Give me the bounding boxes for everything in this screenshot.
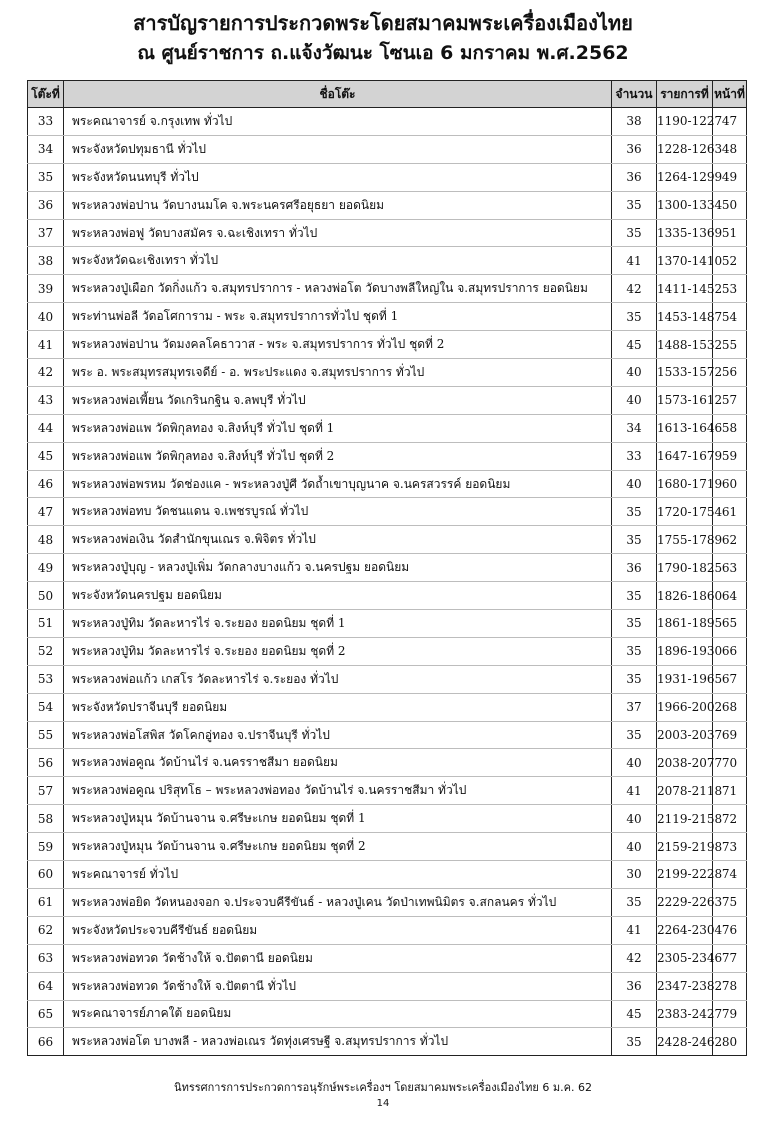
cell-table-name: พระหลวงพ่อเพี้ยน วัดเกรินกฐิน จ.ลพบุรี ทั่วไป [64,386,612,414]
cell-item-range: 1931-1965 [657,665,713,693]
table-row [28,219,747,247]
cell-page: 62 [713,526,747,554]
cell-item-range: 2038-2077 [657,749,713,777]
cell-count: 35 [612,219,657,247]
table-row [28,944,747,972]
cell-page: 64 [713,582,747,610]
cell-page: 69 [713,721,747,749]
footer-text: นิทรรศการการประกวดการอนุรักษ์พระเครื่องฯ โดยสมาคมพระเครื่องเมืองไทย 6 ม.ค. 62 [174,1081,592,1094]
cell-page: 59 [713,442,747,470]
cell-page: 70 [713,749,747,777]
cell-item-range: 1411-1452 [657,275,713,303]
cell-table-name: พระหลวงพ่อปาน วัดมงคลโคธาวาส - พระ จ.สมุทรปราการ ทั่วไป ชุดที่ 2 [64,331,612,359]
column-header-item-range: รายการที่ [657,81,713,108]
column-header-page: หน้าที่ [713,81,747,108]
cell-count: 36 [612,972,657,1000]
cell-item-range: 1453-1487 [657,303,713,331]
cell-table-name: พระท่านพ่อลี วัดอโศการาม - พระ จ.สมุทรปราการทั่วไป ชุดที่ 1 [64,303,612,331]
cell-item-range: 2264-2304 [657,916,713,944]
table-row [28,972,747,1000]
table-row [28,693,747,721]
cell-table-name: พระหลวงพ่อโต บางพลี - หลวงพ่อเณร วัดทุ่งเศรษฐี จ.สมุทรปราการ ทั่วไป [64,1028,612,1056]
table-row [28,135,747,163]
cell-item-range: 1680-1719 [657,470,713,498]
cell-table-no: 36 [28,191,64,219]
cell-table-name: พระคณาจารย์ภาคใต้ ยอดนิยม [64,1000,612,1028]
cell-table-name: พระหลวงพ่อทวด วัดช้างให้ จ.ปัตตานี ยอดนิยม [64,944,612,972]
cell-table-no: 45 [28,442,64,470]
cell-page: 55 [713,331,747,359]
cell-table-name: พระหลวงพ่อโสพิส วัดโคกอู่ทอง จ.ปราจีนบุรี ทั่วไป [64,721,612,749]
cell-item-range: 1573-1612 [657,386,713,414]
cell-table-no: 65 [28,1000,64,1028]
cell-table-name: พระคณาจารย์ จ.กรุงเทพ ทั่วไป [64,108,612,136]
cell-item-range: 2119-2158 [657,805,713,833]
cell-table-no: 59 [28,833,64,861]
contents-table [27,80,747,1056]
cell-page: 54 [713,303,747,331]
cell-count: 45 [612,331,657,359]
table-row [28,833,747,861]
table-row [28,582,747,610]
cell-table-no: 66 [28,1028,64,1056]
cell-item-range: 1826-1860 [657,582,713,610]
cell-count: 35 [612,610,657,638]
cell-count: 40 [612,470,657,498]
cell-page: 66 [713,637,747,665]
table-row [28,163,747,191]
cell-page: 68 [713,693,747,721]
table-row [28,805,747,833]
cell-table-name: พระจังหวัดประจวบคีรีขันธ์ ยอดนิยม [64,916,612,944]
column-header-table-no: โต๊ะที่ [28,81,64,108]
table-row [28,386,747,414]
cell-page: 49 [713,163,747,191]
cell-table-name: พระคณาจารย์ ทั่วไป [64,861,612,889]
cell-count: 40 [612,833,657,861]
cell-item-range: 2199-2228 [657,861,713,889]
cell-page: 53 [713,275,747,303]
cell-count: 35 [612,665,657,693]
cell-table-no: 62 [28,916,64,944]
cell-page: 56 [713,359,747,387]
cell-item-range: 1335-1369 [657,219,713,247]
cell-item-range: 1300-1334 [657,191,713,219]
cell-item-range: 1370-1410 [657,247,713,275]
cell-table-no: 58 [28,805,64,833]
cell-table-name: พระหลวงพ่อยิด วัดหนองจอก จ.ประจวบคีรีขันธ์ - หลวงปู่เคน วัดป่าเทพนิมิตร จ.สกลนคร ทั่วไป [64,888,612,916]
cell-table-no: 44 [28,414,64,442]
cell-count: 35 [612,191,657,219]
table-row [28,1000,747,1028]
cell-item-range: 1533-1572 [657,359,713,387]
cell-table-no: 40 [28,303,64,331]
cell-count: 35 [612,721,657,749]
cell-table-no: 42 [28,359,64,387]
cell-item-range: 1190-1227 [657,108,713,136]
cell-item-range: 1790-1825 [657,554,713,582]
cell-count: 35 [612,498,657,526]
cell-table-name: พระหลวงพ่อแพ วัดพิกุลทอง จ.สิงห์บุรี ทั่วไป ชุดที่ 2 [64,442,612,470]
cell-item-range: 2305-2346 [657,944,713,972]
cell-table-name: พระหลวงพ่อพรหม วัดช่องแค - พระหลวงปู่ศี วัดถ้ำเขาบุญนาค จ.นครสวรรค์ ยอดนิยม [64,470,612,498]
cell-table-name: พระหลวงพ่อแก้ว เกสโร วัดละหารไร่ จ.ระยอง ทั่วไป [64,665,612,693]
cell-page: 75 [713,888,747,916]
table-row [28,359,747,387]
cell-table-name: พระจังหวัดนนทบุรี ทั่วไป [64,163,612,191]
cell-item-range: 1755-1789 [657,526,713,554]
cell-page: 80 [713,1028,747,1056]
cell-count: 40 [612,359,657,387]
cell-page: 48 [713,135,747,163]
cell-page: 50 [713,191,747,219]
cell-page: 73 [713,833,747,861]
cell-item-range: 2078-2118 [657,777,713,805]
cell-count: 42 [612,275,657,303]
cell-count: 33 [612,442,657,470]
cell-table-name: พระหลวงพ่อทวด วัดช้างให้ จ.ปัตตานี ทั่วไป [64,972,612,1000]
cell-count: 37 [612,693,657,721]
cell-page: 65 [713,610,747,638]
table-row [28,442,747,470]
cell-count: 41 [612,916,657,944]
cell-count: 41 [612,247,657,275]
cell-count: 35 [612,526,657,554]
table-row [28,275,747,303]
cell-table-no: 53 [28,665,64,693]
cell-table-no: 54 [28,693,64,721]
cell-table-name: พระหลวงพ่อทบ วัดชนแดน จ.เพชรบูรณ์ ทั่วไป [64,498,612,526]
table-row [28,1028,747,1056]
cell-table-name: พระหลวงพ่อแพ วัดพิกุลทอง จ.สิงห์บุรี ทั่วไป ชุดที่ 1 [64,414,612,442]
table-row [28,888,747,916]
table-row [28,108,747,136]
cell-page: 60 [713,470,747,498]
cell-count: 36 [612,163,657,191]
cell-table-no: 43 [28,386,64,414]
cell-table-name: พระจังหวัดปราจีนบุรี ยอดนิยม [64,693,612,721]
table-row [28,247,747,275]
cell-count: 35 [612,888,657,916]
cell-page: 47 [713,108,747,136]
cell-page: 71 [713,777,747,805]
cell-table-no: 55 [28,721,64,749]
cell-table-no: 34 [28,135,64,163]
cell-table-no: 61 [28,888,64,916]
cell-count: 42 [612,944,657,972]
cell-table-name: พระหลวงพ่อคูณ ปริสุทโธ – พระหลวงพ่อทอง วัดบ้านไร่ จ.นครราชสีมา ทั่วไป [64,777,612,805]
cell-count: 35 [612,1028,657,1056]
table-row [28,610,747,638]
cell-count: 40 [612,749,657,777]
cell-table-no: 39 [28,275,64,303]
cell-item-range: 1228-1263 [657,135,713,163]
cell-table-no: 48 [28,526,64,554]
cell-page: 51 [713,219,747,247]
table-row [28,554,747,582]
cell-table-no: 52 [28,637,64,665]
table-row [28,665,747,693]
table-row [28,749,747,777]
cell-table-no: 50 [28,582,64,610]
cell-item-range: 2428-2462 [657,1028,713,1056]
cell-table-name: พระหลวงปู่ทิม วัดละหารไร่ จ.ระยอง ยอดนิยม ชุดที่ 1 [64,610,612,638]
cell-table-no: 41 [28,331,64,359]
cell-table-no: 37 [28,219,64,247]
cell-item-range: 1264-1299 [657,163,713,191]
table-row [28,721,747,749]
cell-table-no: 57 [28,777,64,805]
page-header [0,10,766,66]
cell-count: 45 [612,1000,657,1028]
cell-count: 41 [612,777,657,805]
table-row [28,331,747,359]
cell-page: 72 [713,805,747,833]
cell-table-name: พระจังหวัดนครปฐม ยอดนิยม [64,582,612,610]
cell-item-range: 2383-2427 [657,1000,713,1028]
cell-page: 78 [713,972,747,1000]
cell-table-name: พระจังหวัดปทุมธานี ทั่วไป [64,135,612,163]
cell-count: 40 [612,386,657,414]
cell-item-range: 1647-1679 [657,442,713,470]
cell-table-no: 64 [28,972,64,1000]
table-row [28,777,747,805]
cell-page: 58 [713,414,747,442]
cell-page: 61 [713,498,747,526]
cell-table-no: 38 [28,247,64,275]
cell-count: 36 [612,135,657,163]
cell-table-name: พระจังหวัดฉะเชิงเทรา ทั่วไป [64,247,612,275]
cell-table-no: 56 [28,749,64,777]
cell-item-range: 1861-1895 [657,610,713,638]
cell-count: 40 [612,805,657,833]
table-row [28,498,747,526]
cell-table-no: 33 [28,108,64,136]
cell-table-name: พระหลวงพ่อคูณ วัดบ้านไร่ จ.นครราชสีมา ยอดนิยม [64,749,612,777]
table-body [28,108,747,1056]
cell-count: 35 [612,303,657,331]
cell-count: 30 [612,861,657,889]
table-row [28,637,747,665]
cell-item-range: 2003-2037 [657,721,713,749]
cell-item-range: 1613-1646 [657,414,713,442]
table-row [28,191,747,219]
cell-page: 63 [713,554,747,582]
cell-page: 79 [713,1000,747,1028]
page-number: 14 [376,1098,390,1109]
cell-count: 34 [612,414,657,442]
cell-item-range: 2347-2382 [657,972,713,1000]
table-header-row [28,81,747,108]
cell-page: 52 [713,247,747,275]
cell-page: 74 [713,861,747,889]
cell-table-name: พระหลวงปู่บุญ - หลวงปู่เพิ่ม วัดกลางบางแก้ว จ.นครปฐม ยอดนิยม [64,554,612,582]
cell-item-range: 1720-1754 [657,498,713,526]
cell-table-no: 47 [28,498,64,526]
cell-count: 38 [612,108,657,136]
cell-item-range: 1896-1930 [657,637,713,665]
cell-page: 57 [713,386,747,414]
cell-item-range: 2159-2198 [657,833,713,861]
cell-table-no: 60 [28,861,64,889]
cell-table-name: พระหลวงปู่เผือก วัดกิ่งแก้ว จ.สมุทรปราการ - หลวงพ่อโต วัดบางพลีใหญ่ใน จ.สมุทรปราการ ยอดนิยม [64,275,612,303]
cell-table-name: พระหลวงพ่อฟู วัดบางสมัคร จ.ฉะเชิงเทรา ทั่วไป [64,219,612,247]
column-header-table-name: ชื่อโต๊ะ [64,81,612,108]
table-row [28,303,747,331]
page-title: สารบัญรายการประกวดพระโดยสมาคมพระเครื่องเมืองไทย [133,11,633,35]
cell-table-name: พระหลวงพ่อปาน วัดบางนมโค จ.พระนครศรีอยุธยา ยอดนิยม [64,191,612,219]
cell-item-range: 2229-2263 [657,888,713,916]
table-row [28,470,747,498]
cell-table-name: พระหลวงพ่อเงิน วัดสำนักขุนเณร จ.พิจิตร ทั่วไป [64,526,612,554]
column-header-count: จำนวน [612,81,657,108]
cell-table-name: พระหลวงปู่หมุน วัดบ้านจาน จ.ศรีษะเกษ ยอดนิยม ชุดที่ 2 [64,833,612,861]
cell-table-name: พระหลวงปู่หมุน วัดบ้านจาน จ.ศรีษะเกษ ยอดนิยม ชุดที่ 1 [64,805,612,833]
cell-table-name: พระ อ. พระสมุทรสมุทรเจดีย์ - อ. พระประแดง จ.สมุทรปราการ ทั่วไป [64,359,612,387]
table-row [28,526,747,554]
table-row [28,861,747,889]
table-row [28,414,747,442]
cell-table-no: 35 [28,163,64,191]
cell-count: 35 [612,637,657,665]
cell-count: 36 [612,554,657,582]
cell-item-range: 1488-1532 [657,331,713,359]
cell-table-no: 46 [28,470,64,498]
cell-page: 76 [713,916,747,944]
table-row [28,916,747,944]
cell-table-name: พระหลวงปู่ทิม วัดละหารไร่ จ.ระยอง ยอดนิยม ชุดที่ 2 [64,637,612,665]
cell-item-range: 1966-2002 [657,693,713,721]
cell-page: 67 [713,665,747,693]
cell-table-no: 51 [28,610,64,638]
cell-count: 35 [612,582,657,610]
cell-table-no: 63 [28,944,64,972]
cell-page: 77 [713,944,747,972]
page-subtitle: ณ ศูนย์ราชการ ถ.แจ้งวัฒนะ โซนเอ 6 มกราคม พ.ศ.2562 [137,42,629,64]
cell-table-no: 49 [28,554,64,582]
